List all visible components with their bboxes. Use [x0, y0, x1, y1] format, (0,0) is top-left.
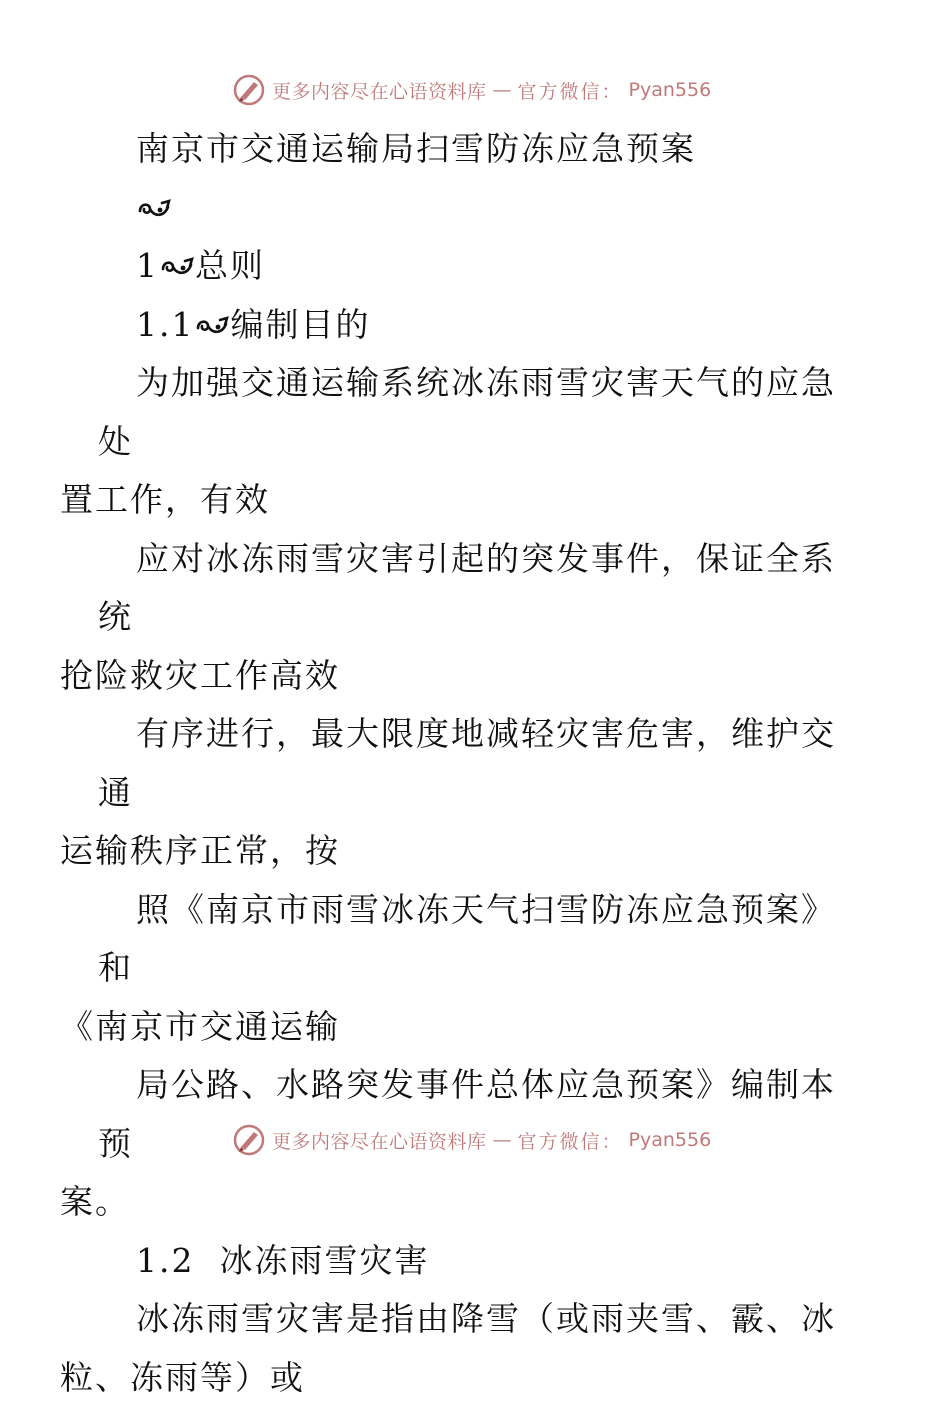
- pen-seal-icon: [232, 73, 266, 107]
- watermark-wechat-id: Pyan556: [628, 1129, 712, 1151]
- section-1-number: 1: [136, 246, 159, 285]
- footer-watermark: [232, 1120, 752, 1160]
- paragraph-3-line-1: 有序进行，最大限度地减轻灾害危害，维护交通: [98, 714, 836, 812]
- paragraph-1: [60, 354, 858, 530]
- paragraph-6: [60, 1290, 858, 1407]
- section-1-1-number: 1.1: [136, 304, 195, 344]
- paragraph-5-line-1: 局公路、水路突发事件总体应急预案》编制本预: [98, 1065, 836, 1163]
- paragraph-2-line-1: 应对冰冻雨雪灾害引起的突发事件，保证全系统: [98, 538, 836, 636]
- paragraph-6-line-1: 冰冻雨雪灾害是指由降雪（或雨夹雪、霰、冰: [136, 1299, 836, 1338]
- document-body: [60, 120, 858, 1407]
- header-watermark: [232, 70, 752, 110]
- watermark-wechat-id: Pyan556: [628, 79, 712, 101]
- watermark-separator: —: [492, 79, 512, 101]
- paragraph-4: [60, 881, 858, 1057]
- swirl-ornament-icon: [159, 255, 195, 279]
- swirl-ornament-icon: [136, 197, 172, 221]
- section-1-title: 总则: [195, 246, 265, 285]
- swirl-ornament-icon: [194, 314, 230, 338]
- watermark-wechat-label: 官方微信：: [517, 80, 623, 103]
- watermark-separator: —: [492, 1129, 512, 1151]
- paragraph-2-line-2: 抢险救灾工作高效: [60, 655, 340, 695]
- paragraph-3: [60, 705, 858, 881]
- watermark-text: 更多内容尽在心语资料库: [272, 1130, 487, 1153]
- section-1-1-heading: [98, 296, 858, 355]
- paragraph-2: [60, 530, 858, 706]
- watermark-wechat-label: 官方微信：: [517, 1130, 623, 1153]
- paragraph-5-line-2: 案。: [60, 1182, 130, 1221]
- paragraph-3-line-2: 运输秩序正常，按: [60, 831, 340, 870]
- section-1-2-heading: 1.2 冰冻雨雪灾害: [136, 1240, 430, 1280]
- document-title: 南京市交通运输局扫雪防冻应急预案: [136, 129, 696, 168]
- paragraph-4-line-1: 照《南京市雨雪冰冻天气扫雪防冻应急预案》和: [98, 889, 836, 987]
- watermark-text: 更多内容尽在心语资料库: [272, 80, 487, 103]
- pen-seal-icon: [232, 1123, 266, 1157]
- paragraph-4-line-2: 《南京市交通运输: [60, 1006, 340, 1046]
- ornament-line: [98, 179, 858, 238]
- paragraph-1-line-2: 置工作，有效: [60, 480, 270, 519]
- section-1-1-title: 编制目的: [230, 304, 371, 344]
- section-1-heading: [98, 237, 858, 296]
- paragraph-6-line-2: 粒、冻雨等）或: [60, 1357, 305, 1397]
- paragraph-1-line-1: 为加强交通运输系统冰冻雨雪灾害天气的应急处: [98, 363, 836, 461]
